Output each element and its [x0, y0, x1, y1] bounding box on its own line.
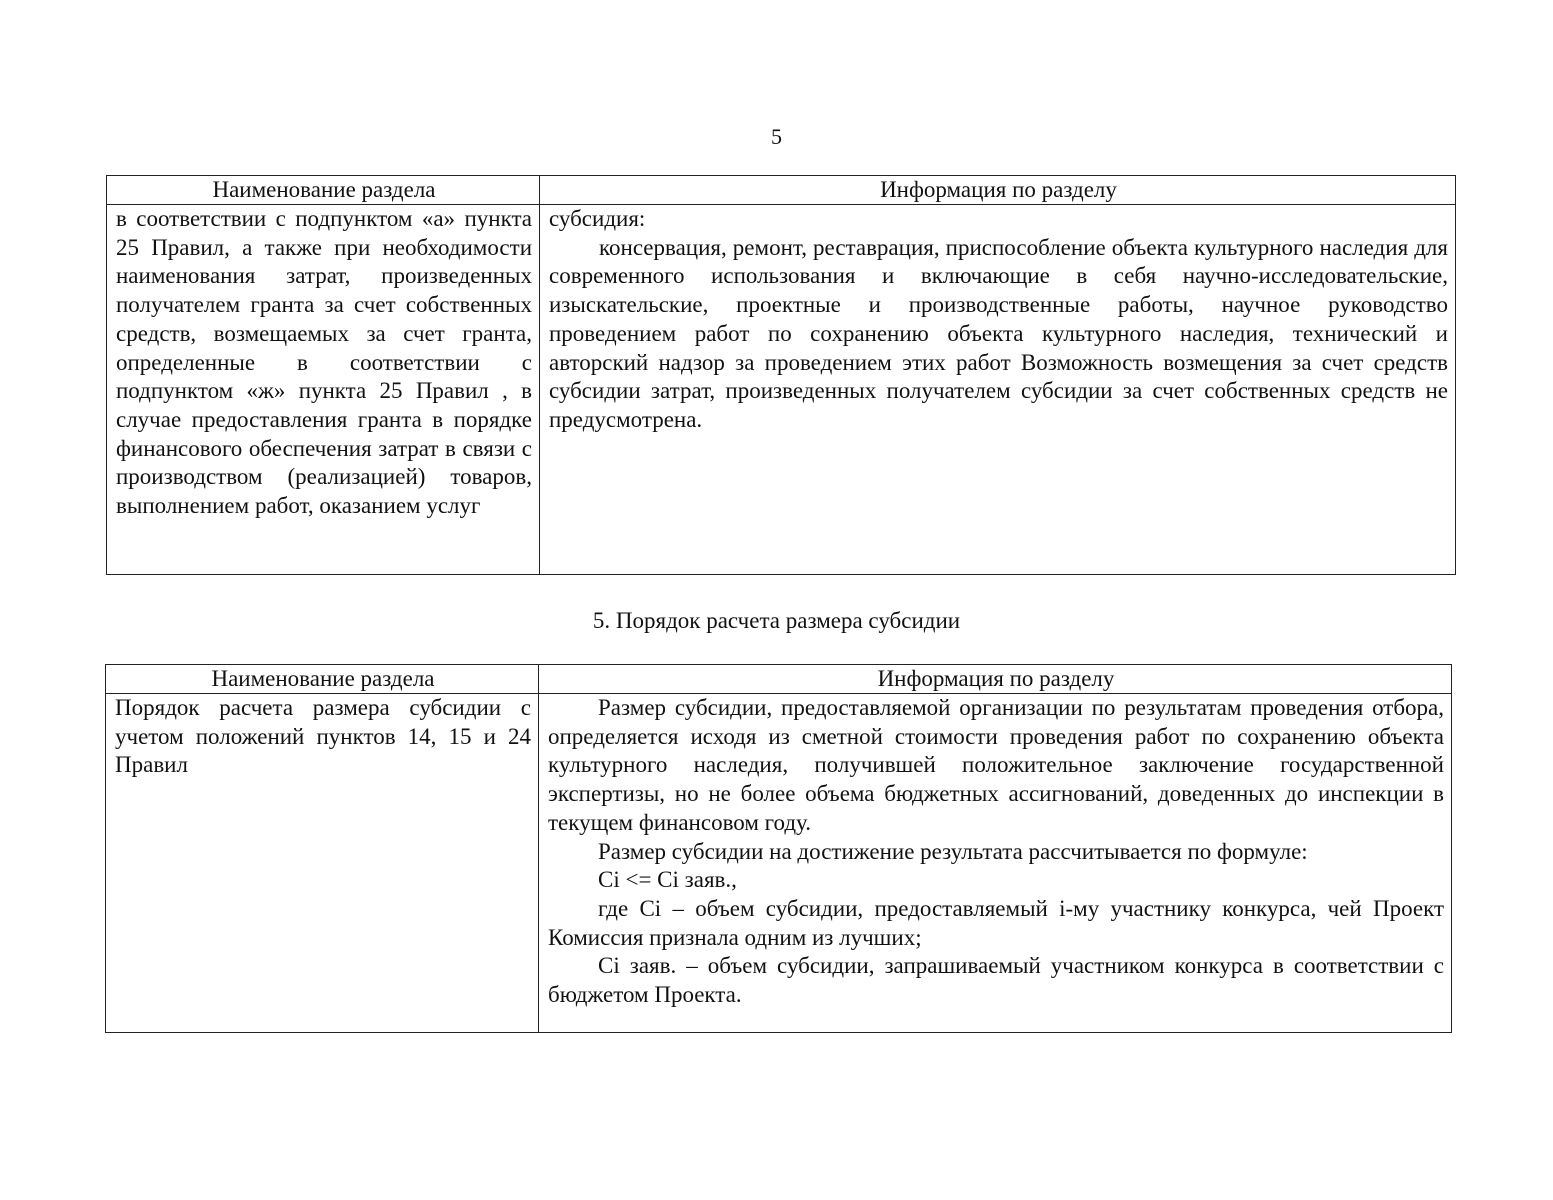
table-row — [107, 205, 1456, 575]
header-section-name: Наименование раздела — [107, 176, 540, 205]
info-paragraph: консервация, ремонт, реставрация, приспособление объекта культурного наследия для современного использования и включающие в себя научно-исследовательские, изыскательские, проектные и производственные работы, научное руководство проведением работ по сохранению объекта культурного наследия, технический и авторский надзор за проведением этих работ Возможность возмещения за счет средств субсидии затрат, произведенных получателем субсидии за счет собственных средств не предусмотрена. — [549, 234, 1448, 432]
section-name-cell: Порядок расчета размера субсидии с учетом положений пунктов 14, 15 и 24 Правил — [106, 694, 539, 1033]
info-paragraph-ci-request-definition: Ci заяв. – объем субсидии, запрашиваемый участником конкурса в соответствии с бюджетом Проекта. — [548, 953, 1444, 1008]
table-header-row — [106, 665, 1452, 694]
section-heading: 5. Порядок расчета размера субсидии — [592, 608, 961, 633]
table-header-row — [107, 176, 1456, 205]
info-lead-text: субсидия: — [549, 206, 646, 231]
table-subsidy-calculation — [105, 664, 1452, 1033]
section-info-cell — [539, 694, 1452, 1033]
section-name-cell: в соответствии с подпунктом «а» пункта 25 Правил, а также при необходимости наименования затрат, произведенных получателем гранта за счет собственных средств, возмещаемых за счет гранта, определенные в соответствии с подпунктом «ж» пункта 25 Правил , в случае предоставления гранта в порядке финансового обеспечения затрат в связи с производством (реализацией) товаров, выполнением работ, оказанием услуг — [107, 205, 540, 575]
info-paragraph-subsidy-size: Размер субсидии, предоставляемой организации по результатам проведения отбора, определяется исходя из сметной стоимости проведения работ по сохранению объекта культурного наследия, получившей положительное заключение государственной экспертизы, но не более объема бюджетных ассигнований, доведенных до инспекции в текущем финансовом году. — [548, 695, 1444, 835]
header-section-info: Информация по разделу — [540, 176, 1456, 205]
section-info-cell — [540, 205, 1456, 575]
header-section-name: Наименование раздела — [106, 665, 539, 694]
page-number: 5 — [771, 124, 782, 149]
table-row — [106, 694, 1452, 1033]
info-paragraph-ci-definition: где Ci – объем субсидии, предоставляемый i-му участнику конкурса, чей Проект Комиссия признала одним из лучших; — [548, 895, 1444, 950]
header-section-info: Информация по разделу — [539, 665, 1452, 694]
table-section-info-continued — [106, 175, 1456, 575]
info-paragraph-formula-intro: Размер субсидии на достижение результата рассчитывается по формуле: — [598, 838, 1308, 864]
formula: Ci <= Ci заяв., — [598, 867, 737, 893]
